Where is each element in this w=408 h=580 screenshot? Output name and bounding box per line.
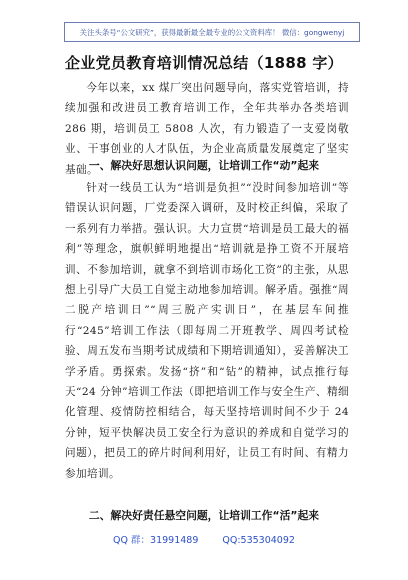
footer-contact: [0, 532, 408, 546]
section-1-paragraph: 针对一线员工认为“培训是负担”“没时间参加培训”等错误认识问题，厂党委深入调研，及时校正纠偏，采取了一系列有力举措。强认识。大力宣贯“培训是员工最大的福利”等理念，旗帜鲜明地提出“培训就是挣工资不开展培训、不参加培训，就拿不到培训市场化工资”的主张，从思想上引导广大员工自觉主动地参加培训。解矛盾。强推“周二脱产培训日”“周三脱产实训日”，在基层车间推行“245”培训工作法（即每周二开班教学、周四考试检验、周五发布当期考试成绩和下期培训通知），妥善解决工学矛盾。勇探索。发扬“挤”和“钻”的精神，试点推行每天“24 分钟”培训工作法（即把培训工作与安全生产、精细化管理、疫情防控相结合，每天坚持培训时间不少于 24 分钟，短平快解决员工安全行为意识的养成和自觉学习的问题），把员工的碎片时间利用好，让员工有时间、有精力参加培训。: [65, 182, 349, 480]
footer-qq: QQ:535304092: [222, 535, 295, 546]
section-1-heading: 一、解决好思想认识问题，让培训工作“动”起来: [88, 159, 320, 172]
page-title: 企业党员教育培训情况总结（1888 字）: [65, 54, 343, 72]
section-2-heading: 二、解决好责任悬空问题，让培训工作“活”起来: [88, 509, 320, 522]
intro-paragraph: 今年以来，xx 煤厂突出问题导向，落实党管培训，持续加强和改进员工教育培训工作，全年共举办各类培训 286 期，培训员工 5808 人次，有力锻造了一支爱岗敬业、干事创业的人才队伍，为企业高质量发展奠定了坚实基础。: [65, 82, 349, 176]
footer-qq-group: QQ 群：31991489: [113, 535, 199, 546]
header-banner: 关注头条号“公文研究”，获得最新最全最专业的公文资料库！ 微信：gongwenyj: [64, 22, 360, 42]
